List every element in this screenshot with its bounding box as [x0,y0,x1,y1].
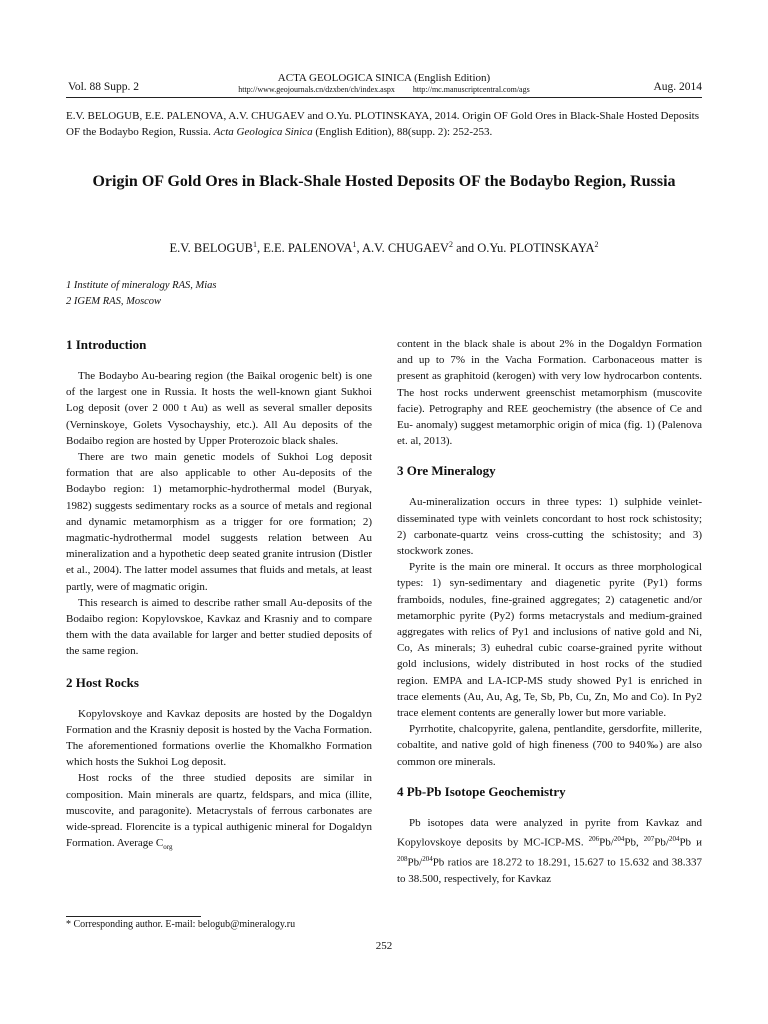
citation-journal: Acta Geologica Sinica [213,126,313,138]
affiliation-1: 1 Institute of mineralogy RAS, Mias [66,280,217,291]
pb-text-a: Pb isotopes data were analyzed in pyrite from Kavkaz and Kopylovskoye deposits by MC-ICP-MS. [397,816,702,849]
isotope-206-sup: 206 [588,835,600,844]
pb-text-5: Pb/ [407,856,423,869]
section-heading-pb-isotope: 4 Pb-Pb Isotope Geochemistry [397,783,566,799]
section-heading-ore-mineralogy: 3 Ore Mineralogy [397,463,496,479]
journal-name: ACTA GEOLOGICA SINICA (English Edition) [277,72,491,84]
pb-text-2: Pb, [624,836,644,849]
ore-paragraph-1: Au-mineralization occurs in three types: 1) sulphide veinlet-disseminated type with veinlets concordant to host rock schistosity; 2) carbonate-quartz veins cross-cutting the schistosity; and 3) stockwork zones. [397,496,702,558]
journal-url-1[interactable]: http://www.geojournals.cn/dzxben/ch/index.aspx [238,85,395,94]
citation [66,108,704,140]
affiliation-2: 2 IGEM RAS, Moscow [66,296,162,307]
isotope-208-sup: 208 [397,854,408,863]
citation-tail: (English Edition), 88(supp. 2): 252-253. [312,126,493,138]
author-1: E.V. BELOGUB [169,241,253,256]
author-1-affil: 1 [252,240,257,249]
author-3: , A.V. CHUGAEV [356,241,449,256]
isotope-204-sup: 204 [613,835,625,844]
paper-title: Origin OF Gold Ores in Black-Shale Hosted Deposits OF the Bodaybo Region, Russia [92,173,676,190]
pb-text-3: Pb/ [654,836,669,849]
section-heading-introduction: 1 Introduction [66,337,147,352]
author-list [66,240,702,256]
pb-paragraph-1 [397,815,702,887]
host-paragraph-2-continued: content in the black shale is about 2% in the Dogaldyn Formation and up to 7% in the Vacha Formation. Carbonaceous matter is present as graphitoid (kerogen) with very low hydrocarbon contents. The host rocks underwent greenschist metamorphism (muscovite facie). Petrography and REE geochemistry (the absence of Ce and Eu- anomaly) suggest metamorphic origin of mica (fig. 1) (Palenova et. al, 2013). [397,338,702,448]
ore-paragraph-3: Pyrrhotite, chalcopyrite, galena, pentlandite, gersdorfite, millerite, cobaltite, and native gold of high fineness (700 to 940‰) are also common ore minerals. [397,723,702,768]
isotope-204b-sup: 204 [668,835,680,844]
pb-text-1: Pb/ [599,836,614,849]
author-4-affil: 2 [594,240,599,249]
host-paragraph-2-text: Host rocks of the three studied deposits are similar in composition. Main minerals are quartz, feldspars, and mica (illite, muscovite, and paragonite). Metacrystals of ferrous carbonates are wide-spread. Florencite is a typical authigenic mineral for Dogaldyn Formation. Average C [66,772,372,850]
intro-paragraph-3: This research is aimed to describe rather small Au-deposits of the Bodaibo region: Kopylovskoe, Kavkaz and Krasniy and to compare them with the data available for larger and better studied deposits of the same region. [66,596,372,658]
citation-authors: E.V. BELOGUB, E.E. PALENOVA, A.V. CHUGAEV and O.Yu. PLOTINSKAYA, 2014. Origin OF Gold Ores in Black-Shale Hosted Deposits OF the Bodaybo Region, Russia. [66,110,700,138]
page-number: 252 [375,940,393,952]
author-4: and O.Yu. PLOTINSKAYA [452,241,595,256]
isotope-207-sup: 207 [643,835,655,844]
header-rule [66,97,702,98]
intro-paragraph-2: There are two main genetic models of Sukhoi Log deposit formation that are also applicable to other Au-deposits of the Bodaybo region: 1) metamorphic-hydrothermal model (Buryak, 1982) suggests sedimentary rocks as a source of metals and regional and dynamic metamorphism as a trigger for ore formation; 2) magmatic-hydrothermal model suggests relation between Au mineralization and a hypothetic deep seated granite intrusion (Distler et al., 2004). The latter model assumes that fluids and metals, at least partly, were of magmatic origin. [66,451,372,593]
carbon-org-subscript: org [163,843,173,852]
issue-date: Aug. 2014 [653,81,702,93]
right-column [397,336,702,887]
isotope-204c-sup: 204 [422,854,433,863]
host-paragraph-1: Kopylovskoye and Kavkaz deposits are hosted by the Dogaldyn Formation and the Krasniy deposit is hosted by the Vacha Formation. The aforementioned formations overlie the Khomalkho Formation which hosts the Sukhoi Log deposit. [66,707,372,769]
pb-text-4: Pb и [679,836,702,849]
volume-info: Vol. 88 Supp. 2 [68,81,140,93]
corresponding-author-footnote: * Corresponding author. E-mail: belogub@mineralogy.ru [66,919,296,930]
footnote-rule [66,916,201,917]
host-paragraph-2 [66,770,372,855]
ore-paragraph-2: Pyrite is the main ore mineral. It occurs as three morphological types: 1) syn-sedimentary and diagenetic pyrite (Py1) forms framboids, nodules, fine-grained aggregates; 2) catagenetic and/or metamorphic pyrite (Py2) forms metacrystals and medium-grained aggregates with relics of Py1 and inclusions of native gold and Ni, Co, As minerals; 3) euhedral cubic coarse-grained pyrite without gold inclusions, widely distributed in host rocks of the studied region. EMPA and LA-ICP-MS study showed Py1 is enriched in trace elements (Au, Au, Ag, Te, Sb, Pb, Cu, Zn, Mo and Co). In Py2 trace element contents are generally lower but more variable. [397,561,702,720]
left-column [66,336,372,856]
author-2-affil: 1 [352,240,357,249]
journal-url-2[interactable]: http://mc.manuscriptcentral.com/ags [412,85,530,94]
section-heading-host-rocks: 2 Host Rocks [66,674,139,690]
pb-text-b: Pb ratios are 18.272 to 18.291, 15.627 to 15.632 and 38.337 to 38.500, respectively, for Kavkaz [397,856,702,885]
intro-paragraph-1: The Bodaybo Au-bearing region (the Baikal orogenic belt) is one of the largest one in Russia. It hosts the well-known giant Sukhoi Log deposit (over 2 000 t Au) as well as several smaller deposits (Verninskoye, Golets Vysochayshiy, etc.). All Au deposits of the Bodaibo region are hosted by Upper Proterozoic black shales. [66,370,372,447]
author-3-affil: 2 [448,240,453,249]
author-2: , E.E. PALENOVA [256,241,353,256]
